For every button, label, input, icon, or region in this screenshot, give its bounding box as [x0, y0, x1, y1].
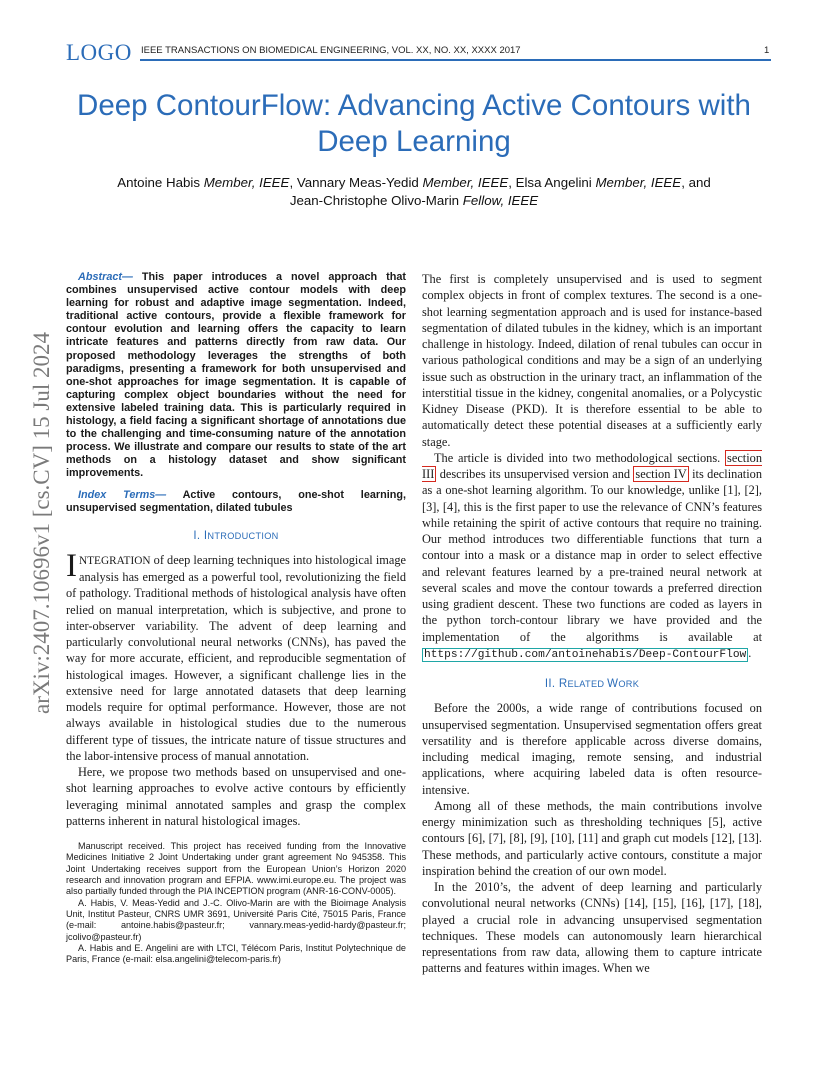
intro-paragraph-2: Here, we propose two methods based on unsupervised and one-shot learning approaches to evolve active contours by efficiently leveraging minimal annotated samples and grasp the complex patterns inherent in natural histological images. — [66, 765, 406, 828]
author-line-2 — [40, 192, 788, 210]
author-role: Member, IEEE — [203, 175, 290, 190]
abstract — [66, 271, 406, 481]
related-paragraph-1: Before the 2000s, a wide range of contributions focused on unsupervised segmentation. Unsupervised segmentation offers great versatility and is therefore applicable across diverse domains, including medical imaging, remote sensing, and industrial applications, where acquiring labeled data is often resource-intensive. — [422, 701, 762, 797]
footnote-affiliation-2: A. Habis and E. Angelini are with LTCI, Télécom Paris, Institut Polytechnique de Paris, France (e-mail: elsa.angelini@telecom-paris.fr) — [66, 942, 406, 965]
section-3-link[interactable]: section III — [422, 450, 762, 481]
author-role: Fellow, IEEE — [462, 193, 539, 208]
author-line-1 — [40, 174, 788, 192]
abstract-label: Abstract— — [78, 271, 133, 283]
header-rule — [140, 59, 771, 61]
author-conjunction: , and — [681, 175, 711, 190]
section-4-link[interactable]: section IV — [635, 467, 687, 481]
index-terms-text: Active contours, one-shot learning, unsupervised segmentation, dilated tubules — [66, 488, 406, 514]
arxiv-stamp: arXiv:2407.10696v1 [cs.CV] 15 Jul 2024 — [29, 331, 54, 715]
footnote-affiliation-1: A. Habis, V. Meas-Yedid and J.-C. Olivo-Marin are with the Bioimage Analysis Unit, Institut Pasteur, CNRS UMR 3691, Université Paris Cité, 75015 Paris, France (e-mail: antoine.habis@pasteur.fr; vannary.meas-yedid-hardy@pasteur.fr; jcolivo@pasteur.fr) — [66, 897, 406, 942]
section-heading-introduction: I. INTRODUCTION — [193, 529, 279, 542]
author-role: Member, IEEE — [595, 175, 682, 190]
author-name: , Elsa Angelini — [508, 175, 596, 190]
author-list — [40, 174, 788, 210]
related-paragraph-3: In the 2010’s, the advent of deep learning and particularly convolutional neural networks (CNNs) [14], [15], [16], [17], [18], played a crucial role in advancing unsupervised segmentation techniques. These models can autonomously learn hierarchical representations from raw data, allowing them to capture intricate patterns and features within images. When we — [422, 880, 762, 976]
abstract-text: This paper introduces a novel approach that combines unsupervised active contour models with deep learning for robust and adaptive image segmentation. Indeed, traditional active contours, provide a flexible framework for contour evolution and learning offers the capacity to learn intricate features and patterns directly from raw data. Our proposed methodology leverages the strengths of both paradigms, presenting a framework for both unsupervised and one-shot approaches for image segmentation. It is capable of capturing complex object boundaries without the need for extensive labeled training data. This is particularly required in histology, a field facing a significant shortage of annotations due to the challenging and time-consuming nature of the annotation process. We illustrate and compare our results to state of the art methods on a histology dataset and show significant improvements. — [66, 271, 406, 480]
footnote-funding: Manuscript received. This project has received funding from the Innovative Medicines Initiative 2 Joint Undertaking under grant agreement No 945358. This Joint Undertaking receives support from the European Union’s Horizon 2020 research and innovation program and EFPIA. www.imi.europe.eu. The project was also partially funded through the PIA INCEPTION program (ANR-16-CONV-0005). — [66, 841, 406, 897]
intro-paragraph-3: The first is completely unsupervised and is used to segment complex objects in front of complex textures. The second is a one-shot learning segmentation approach and is used for instance-based segmentation of dilated tubules in the kidney, which is an important challenge in histology. Indeed, dilation of renal tubules can occur in various pathological conditions and may be a sign of an underlying issue such as obstruction in the urinary tract, an inflammation of the interstitial tissue in the kidney, congenital anomalies, or a Polycystic Kidney Disease (PKD). It is therefore essential to be able to automatically detect these potential diseases at a sufficiently early stage. — [422, 272, 762, 449]
right-column — [422, 271, 762, 977]
github-link[interactable]: https://github.com/antoinehabis/Deep-ContourFlow — [424, 648, 747, 661]
intro-paragraph-1: INTEGRATION of deep learning techniques into histological image analysis has emerged as a powerful tool, revolutionizing the field of pathology. Traditional methods of histological analysis have often relied on manual interpretation, which is subjective, and prone to inter-observer variability. The advent of deep learning and particularly convolutional neural networks (CNNs), has paved the way for more accurate, efficient, and reproducible segmentation of histological images. However, a significant challenge lies in the extensive need for large annotated datasets that deep learning models require for optimal performance. However, those are not always available in histological studies due to the numerous different type of tissues, the intricate nature of tissue structures and the labor-intensive process of manual annotation. — [66, 547, 406, 763]
author-name: Jean-Christophe Olivo-Marin — [289, 193, 463, 208]
left-column — [66, 271, 406, 965]
author-name: , Vannary Meas-Yedid — [289, 175, 423, 190]
journal-header: IEEE TRANSACTIONS ON BIOMEDICAL ENGINEERING, VOL. XX, NO. XX, XXXX 2017 — [141, 45, 521, 56]
section-heading-related-work: II. RELATED WORK — [544, 678, 640, 690]
page-number: 1 — [764, 45, 770, 56]
related-paragraph-2: Among all of these methods, the main contributions involve energy minimization such as thresholding techniques [5], active contours [6], [7], [8], [9], [10], [11] and graph cut models [12], [13]. These methods, and particularly active contours, constitute a major inspiration behind the creation of our own model. — [422, 798, 762, 878]
index-terms — [66, 489, 406, 515]
journal-logo: LOGO — [66, 40, 132, 65]
intro-paragraph-4: The article is divided into two methodological sections. section III describes its unsupervised version and section IV its declination as a one-shot learning algorithm. To our knowledge, unlike [1], [2], [3], [4], this is the first paper to use the relevance of CNN’s features while retaining the spirit of active contours that require no training. Our method introduces two differentiable functions that turn a contour into a mask or a distance map in order to select effective and relevant features learned by a pre-trained neural network at several scales and move the contour towards a preferred direction using gradient descent. These two functions are coded as layers in the python torch-contour library we have provided and the implementation of the algorithms is available at https://github.com/antoinehabis/Deep-ContourFlow . — [422, 450, 762, 661]
author-name: Antoine Habis — [117, 175, 204, 190]
paper-title: Deep ContourFlow: Advancing Active Contours with Deep Learning — [77, 89, 751, 158]
index-terms-label: Index Terms— — [78, 488, 167, 501]
drop-cap: I — [66, 547, 77, 584]
author-role: Member, IEEE — [422, 175, 509, 190]
